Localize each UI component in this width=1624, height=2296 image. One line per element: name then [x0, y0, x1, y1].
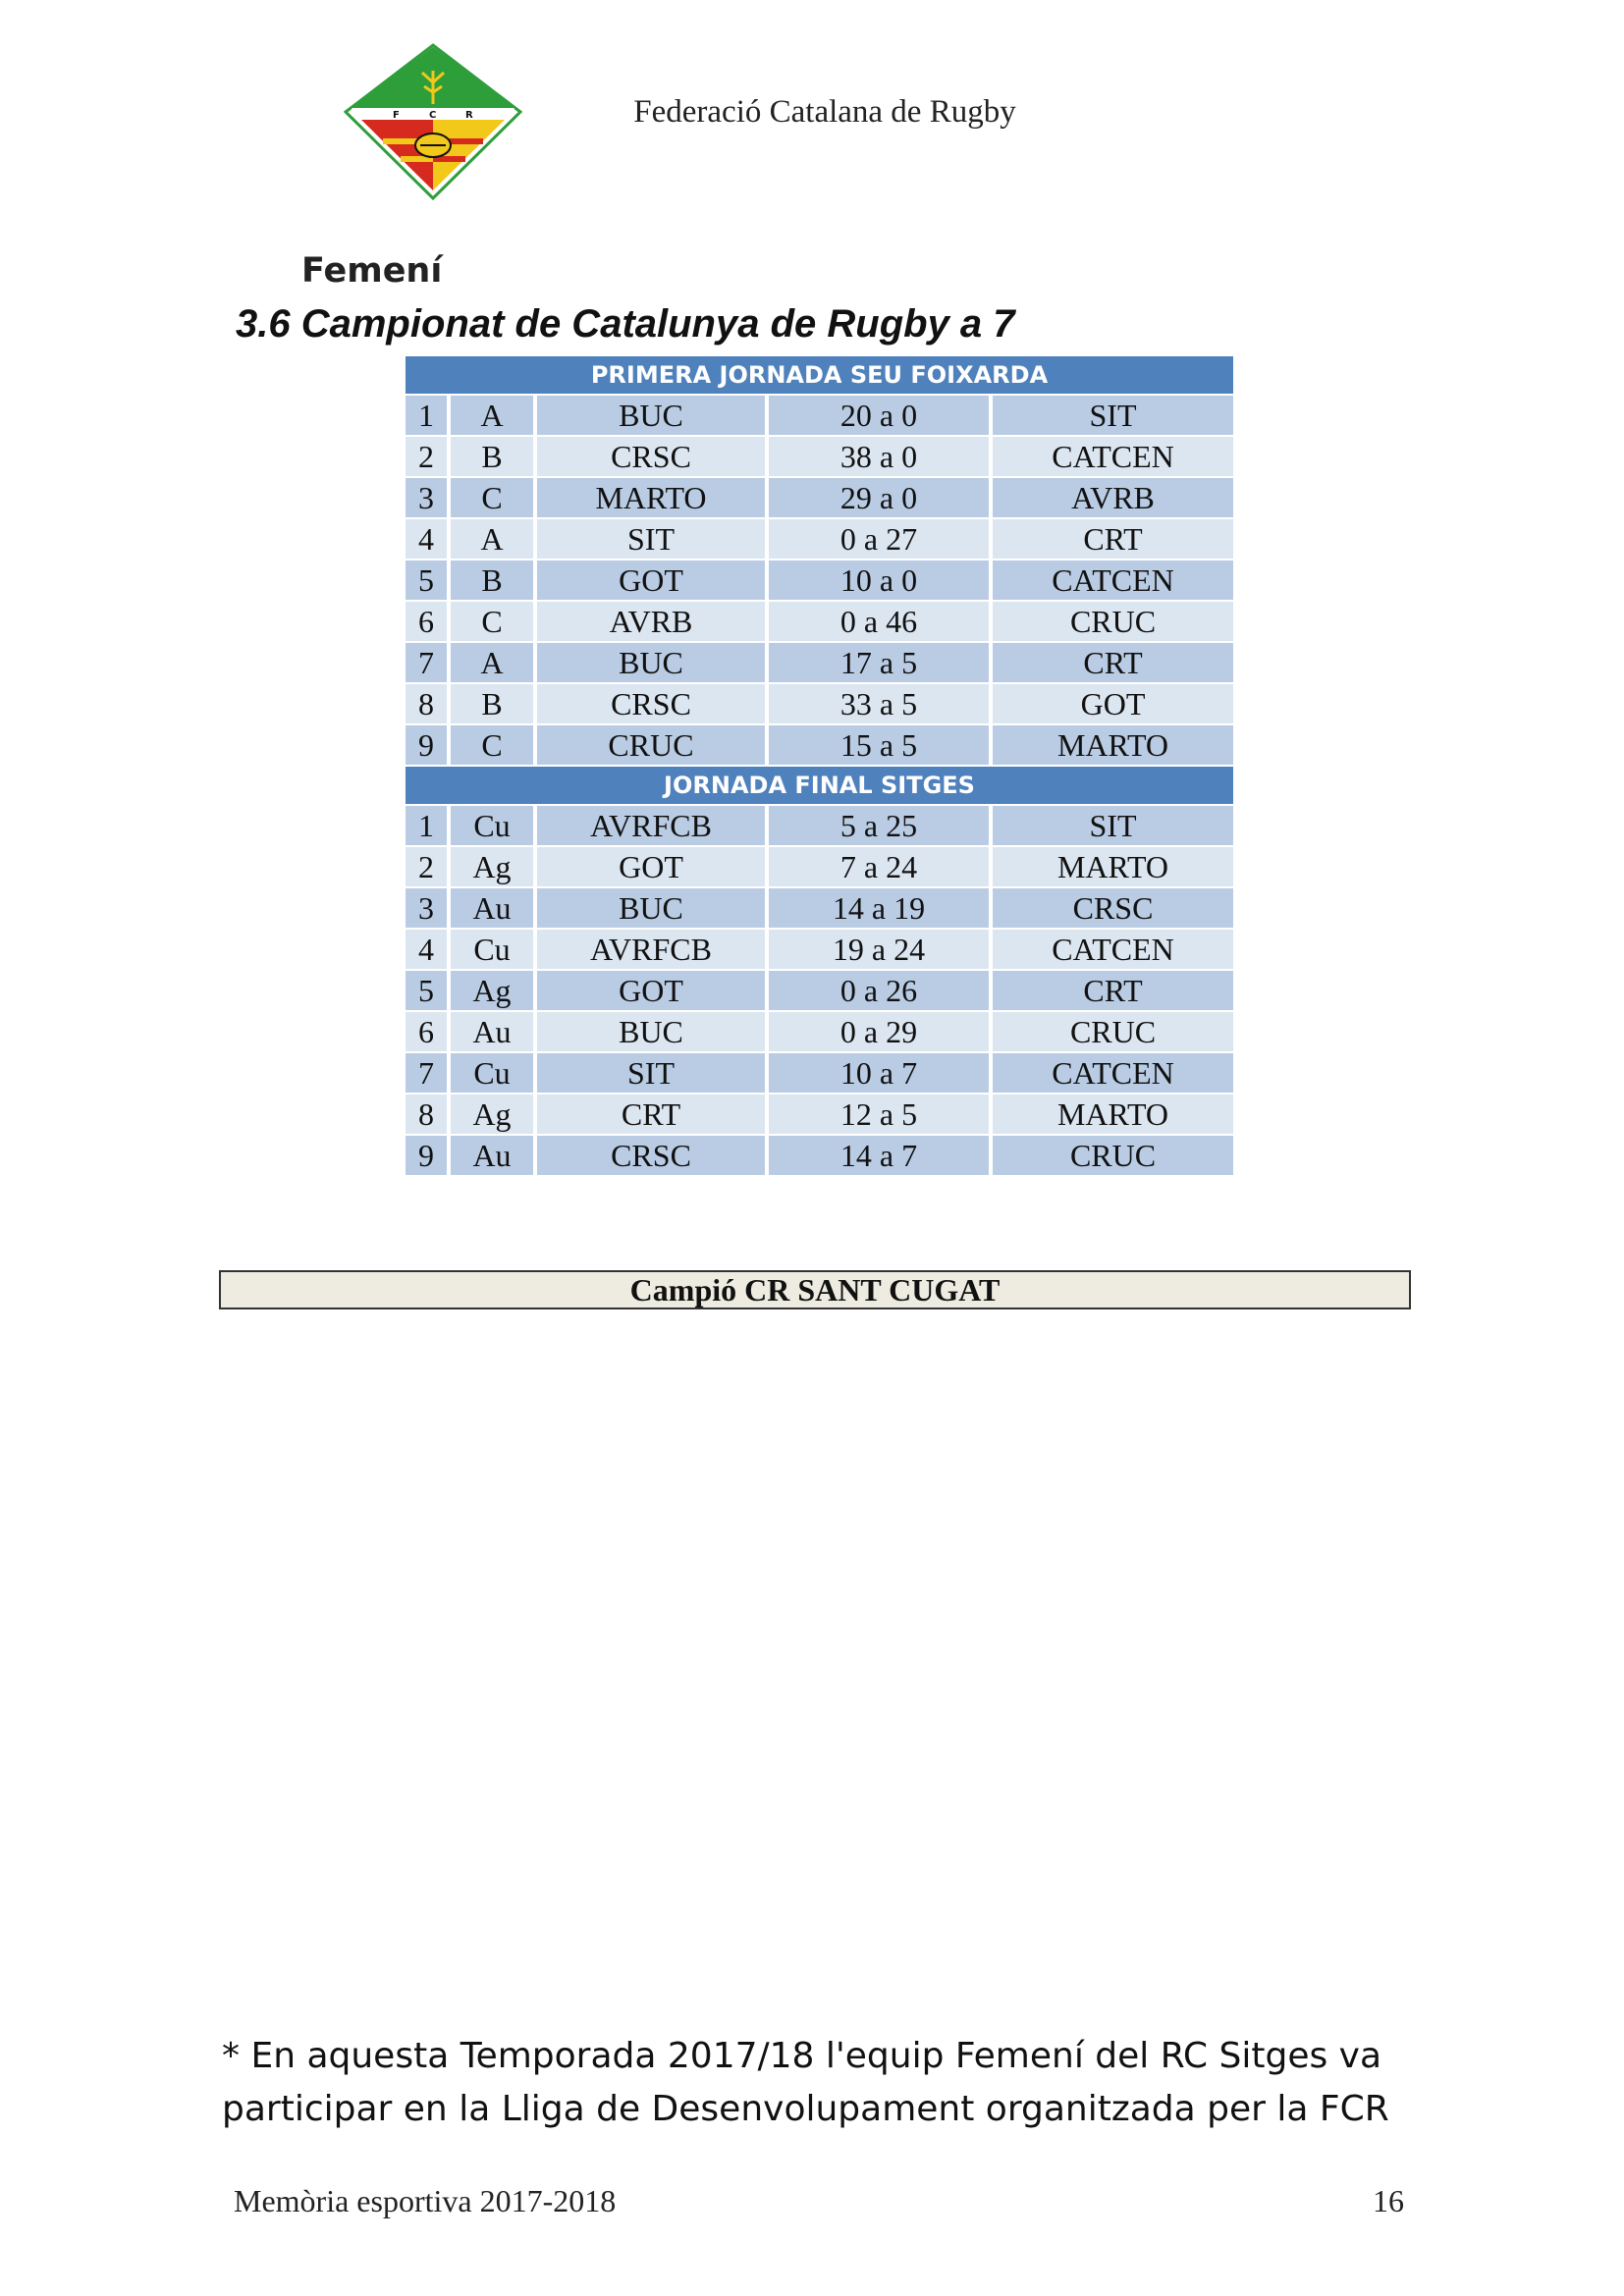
score-cell: 10 a 0	[769, 561, 993, 602]
match-number-cell: 4	[406, 519, 451, 561]
home-team-cell: CRT	[537, 1095, 769, 1136]
match-number-cell: 2	[406, 847, 451, 888]
group-cell: Ag	[451, 1095, 537, 1136]
away-team-cell: MARTO	[993, 725, 1233, 767]
home-team-cell: BUC	[537, 1012, 769, 1053]
away-team-cell: MARTO	[993, 847, 1233, 888]
group-cell: C	[451, 478, 537, 519]
match-number-cell: 1	[406, 396, 451, 437]
score-cell: 15 a 5	[769, 725, 993, 767]
away-team-cell: AVRB	[993, 478, 1233, 519]
away-team-cell: CATCEN	[993, 1053, 1233, 1095]
score-cell: 0 a 46	[769, 602, 993, 643]
score-cell: 14 a 7	[769, 1136, 993, 1177]
home-team-cell: CRSC	[537, 1136, 769, 1177]
away-team-cell: SIT	[993, 806, 1233, 847]
home-team-cell: GOT	[537, 971, 769, 1012]
table-row	[406, 725, 1233, 767]
organization-name: Federació Catalana de Rugby	[633, 94, 1016, 130]
table-row	[406, 1012, 1233, 1053]
away-team-cell: CRUC	[993, 602, 1233, 643]
table-row	[406, 561, 1233, 602]
match-number-cell: 7	[406, 643, 451, 684]
final-round-title: JORNADA FINAL SITGES	[406, 767, 1233, 806]
away-team-cell: CATCEN	[993, 561, 1233, 602]
home-team-cell: SIT	[537, 519, 769, 561]
table-row	[406, 602, 1233, 643]
score-cell: 0 a 29	[769, 1012, 993, 1053]
home-team-cell: AVRFCB	[537, 806, 769, 847]
away-team-cell: CATCEN	[993, 930, 1233, 971]
score-cell: 5 a 25	[769, 806, 993, 847]
home-team-cell: CRUC	[537, 725, 769, 767]
group-cell: Au	[451, 1136, 537, 1177]
table-row	[406, 930, 1233, 971]
home-team-cell: BUC	[537, 396, 769, 437]
score-cell: 10 a 7	[769, 1053, 993, 1095]
home-team-cell: GOT	[537, 847, 769, 888]
table-row	[406, 478, 1233, 519]
match-number-cell: 1	[406, 806, 451, 847]
logo-letter-r: R	[465, 110, 473, 121]
home-team-cell: MARTO	[537, 478, 769, 519]
table-row	[406, 396, 1233, 437]
score-cell: 0 a 26	[769, 971, 993, 1012]
table-row	[406, 806, 1233, 847]
away-team-cell: CRUC	[993, 1136, 1233, 1177]
group-cell: Cu	[451, 930, 537, 971]
score-cell: 12 a 5	[769, 1095, 993, 1136]
first-round-title: PRIMERA JORNADA SEU FOIXARDA	[406, 356, 1233, 396]
champion-box: Campió CR SANT CUGAT	[219, 1270, 1411, 1309]
table-row	[406, 1053, 1233, 1095]
group-cell: Cu	[451, 806, 537, 847]
table-row	[406, 643, 1233, 684]
match-number-cell: 5	[406, 971, 451, 1012]
table-row	[406, 1095, 1233, 1136]
match-number-cell: 5	[406, 561, 451, 602]
group-cell: Au	[451, 1012, 537, 1053]
score-cell: 29 a 0	[769, 478, 993, 519]
score-cell: 17 a 5	[769, 643, 993, 684]
table-row	[406, 684, 1233, 725]
results-table	[406, 356, 1233, 1177]
logo-letter-f: F	[393, 110, 400, 121]
fcr-logo	[344, 43, 522, 200]
away-team-cell: MARTO	[993, 1095, 1233, 1136]
group-cell: Cu	[451, 1053, 537, 1095]
final-round-header-row	[406, 767, 1233, 806]
home-team-cell: CRSC	[537, 437, 769, 478]
match-number-cell: 9	[406, 1136, 451, 1177]
score-cell: 20 a 0	[769, 396, 993, 437]
table-row	[406, 888, 1233, 930]
group-cell: A	[451, 396, 537, 437]
score-cell: 0 a 27	[769, 519, 993, 561]
footnote: * En aquesta Temporada 2017/18 l'equip Femení del RC Sitges va participar en la Lliga de Desenvolupament organitzada per la FCR	[222, 2036, 1389, 2129]
group-cell: C	[451, 725, 537, 767]
table-row	[406, 971, 1233, 1012]
match-number-cell: 3	[406, 478, 451, 519]
match-number-cell: 6	[406, 1012, 451, 1053]
match-number-cell: 4	[406, 930, 451, 971]
match-number-cell: 3	[406, 888, 451, 930]
away-team-cell: GOT	[993, 684, 1233, 725]
match-number-cell: 8	[406, 1095, 451, 1136]
group-cell: Au	[451, 888, 537, 930]
first-round-header-row	[406, 356, 1233, 396]
home-team-cell: BUC	[537, 643, 769, 684]
away-team-cell: CATCEN	[993, 437, 1233, 478]
score-cell: 14 a 19	[769, 888, 993, 930]
table-row	[406, 519, 1233, 561]
home-team-cell: SIT	[537, 1053, 769, 1095]
group-cell: B	[451, 684, 537, 725]
score-cell: 7 a 24	[769, 847, 993, 888]
group-cell: Ag	[451, 847, 537, 888]
away-team-cell: SIT	[993, 396, 1233, 437]
home-team-cell: AVRFCB	[537, 930, 769, 971]
match-number-cell: 7	[406, 1053, 451, 1095]
group-cell: A	[451, 519, 537, 561]
group-cell: A	[451, 643, 537, 684]
table-row	[406, 437, 1233, 478]
away-team-cell: CRT	[993, 643, 1233, 684]
match-number-cell: 2	[406, 437, 451, 478]
group-cell: B	[451, 437, 537, 478]
match-number-cell: 8	[406, 684, 451, 725]
group-cell: B	[451, 561, 537, 602]
group-cell: Ag	[451, 971, 537, 1012]
table-row	[406, 847, 1233, 888]
home-team-cell: BUC	[537, 888, 769, 930]
logo-letter-c: C	[429, 110, 437, 121]
away-team-cell: CRT	[993, 971, 1233, 1012]
page-number: 16	[1373, 2183, 1404, 2218]
score-cell: 38 a 0	[769, 437, 993, 478]
away-team-cell: CRUC	[993, 1012, 1233, 1053]
section-label: Femení	[301, 251, 443, 291]
away-team-cell: CRT	[993, 519, 1233, 561]
home-team-cell: AVRB	[537, 602, 769, 643]
home-team-cell: GOT	[537, 561, 769, 602]
score-cell: 19 a 24	[769, 930, 993, 971]
score-cell: 33 a 5	[769, 684, 993, 725]
match-number-cell: 9	[406, 725, 451, 767]
match-number-cell: 6	[406, 602, 451, 643]
section-title: 3.6 Campionat de Catalunya de Rugby a 7	[236, 302, 1015, 346]
away-team-cell: CRSC	[993, 888, 1233, 930]
group-cell: C	[451, 602, 537, 643]
footer-title: Memòria esportiva 2017-2018	[234, 2183, 617, 2218]
home-team-cell: CRSC	[537, 684, 769, 725]
table-row	[406, 1136, 1233, 1177]
